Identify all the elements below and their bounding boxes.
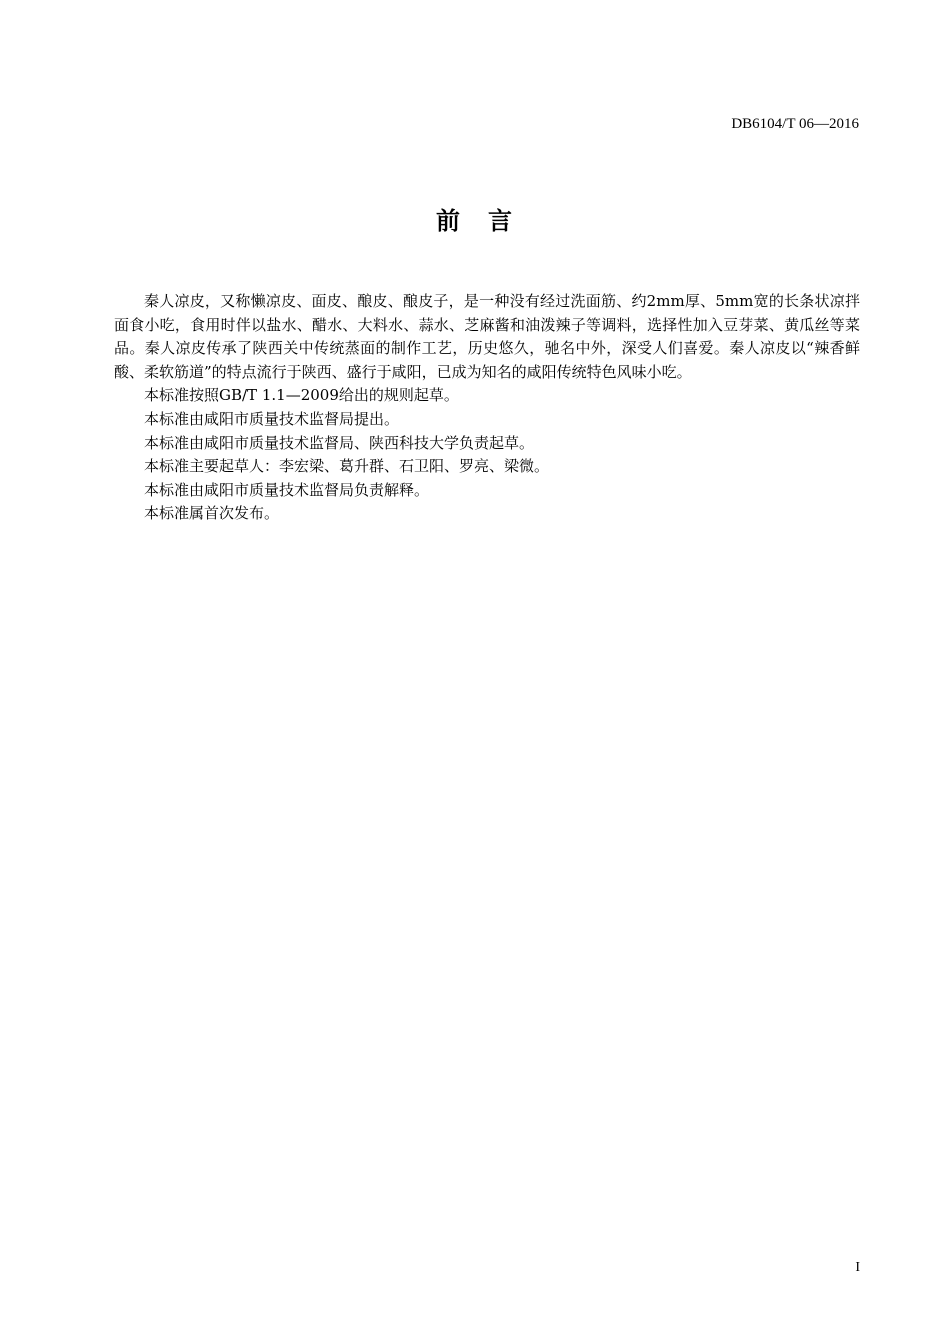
document-code: DB6104/T 06—2016 xyxy=(731,116,859,132)
foreword-paragraph-first-release: 本标准属首次发布。 xyxy=(144,504,280,523)
foreword-paragraph-drafting-units: 本标准由咸阳市质量技术监督局、陕西科技大学负责起草。 xyxy=(144,433,535,452)
page-title: 前 言 xyxy=(436,206,514,235)
foreword-paragraph-intro: 秦人凉皮，又称懒凉皮、面皮、酿皮、酿皮子，是一种没有经过洗面筋、约2mm厚、5mm宽的长条状凉拌面食小吃，食用时伴以盐水、醋水、大料水、蒜水、芝麻酱和油泼辣子等调料，选择性加入豆芽菜、黄瓜丝等菜品。秦人凉皮传承了陕西关中传统蒸面的制作工艺，历史悠久，驰名中外，深受人们喜爱。秦人凉皮以“辣香鲜酸、柔软筋道”的特点流行于陕西、盛行于咸阳，已成为知名的咸阳传统特色风味小吃。 xyxy=(114,292,860,381)
foreword-body xyxy=(114,290,860,526)
foreword-paragraph-interpretation: 本标准由咸阳市质量技术监督局负责解释。 xyxy=(144,480,430,499)
page-number: I xyxy=(855,1260,860,1275)
foreword-paragraph-proposer: 本标准由咸阳市质量技术监督局提出。 xyxy=(144,409,400,428)
foreword-paragraph-drafters: 本标准主要起草人：李宏梁、葛升群、石卫阳、罗亮、梁微。 xyxy=(144,457,550,476)
foreword-paragraph-drafting-rules: 本标准按照GB/T 1.1—2009给出的规则起草。 xyxy=(144,386,459,405)
